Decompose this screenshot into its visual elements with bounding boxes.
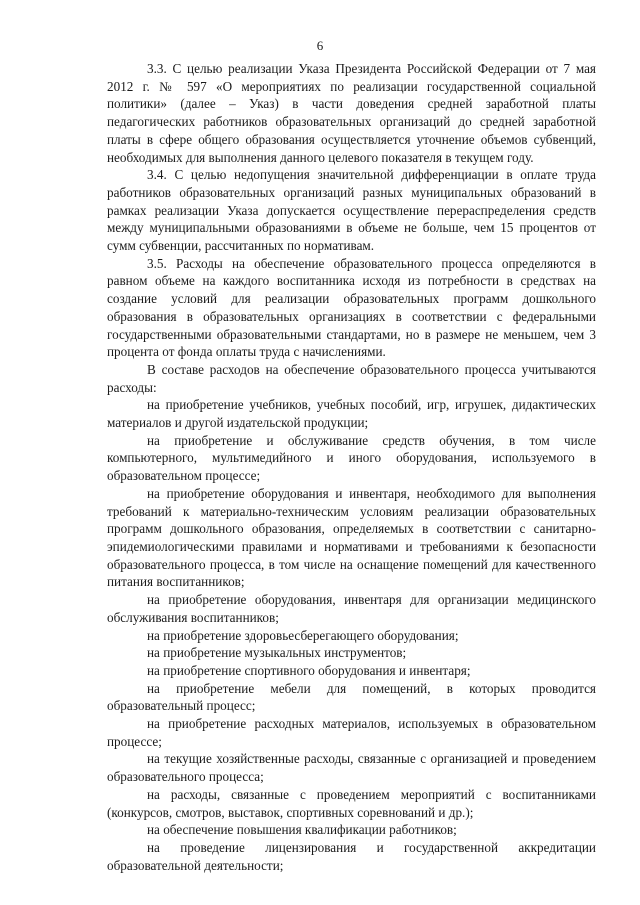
expense-item: на приобретение здоровьесберегающего оборудования; [147, 627, 459, 643]
expense-item: на приобретение учебников, учебных пособий, игр, игрушек, дидактических материалов и другой издательской продукции; [107, 397, 596, 431]
page-number: 6 [316, 38, 324, 53]
expense-item: на приобретение оборудования и инвентаря, необходимого для выполнения требований к материально-техническим условиям реализации образовательных программ дошкольного образования, определяемых в соответствии с санитарно-эпидемиологическими правилами и нормативами и требованиями к безопасности образовательного процесса, в том числе на оснащение помещений для качественного питания воспитанников; [107, 485, 596, 590]
expense-item: на проведение лицензирования и государственной аккредитации образовательной деятельности; [107, 839, 596, 873]
paragraph-3-3: 3.3. С целью реализации Указа Президента Российской Федерации от 7 мая 2012 г. № 597 «О мероприятиях по реализации государственной социальной политики» (далее – Указ) в части доведения средней заработной платы педагогических работников образовательных организаций до средней заработной платы в сфере общего образования осуществляется уточнение объемов субвенций, необходимых для выполнения данного целевого показателя в текущем году. [107, 61, 596, 165]
expense-item: на текущие хозяйственные расходы, связанные с организацией и проведением образовательного процесса; [107, 751, 596, 785]
expense-item: на приобретение и обслуживание средств обучения, в том числе компьютерного, мультимедийного и иного оборудования, используемого в образовательном процессе; [107, 432, 596, 484]
expense-item: на приобретение мебели для помещений, в которых проводится образовательный процесс; [107, 680, 596, 714]
expense-item: на приобретение спортивного оборудования и инвентаря; [147, 662, 471, 678]
expense-item: на приобретение оборудования, инвентаря для организации медицинского обслуживания воспитанников; [107, 592, 596, 625]
paragraph-expenses-intro: В составе расходов на обеспечение образовательного процесса учитываются расходы: [107, 361, 596, 395]
paragraph-3-4: 3.4. С целью недопущения значительной дифференциации в оплате труда работников образовательных организаций разных муниципальных образований в рамках реализации Указа допускается осуществление перераспределения средств между муниципальными образованиями в объеме не больше, чем 15 процентов от сумм субвенции, рассчитанных по нормативам. [107, 167, 596, 254]
document-body [107, 60, 596, 874]
expense-item: на расходы, связанные с проведением мероприятий с воспитанниками (конкурсов, смотров, выставок, спортивных соревнований и др.); [107, 786, 596, 820]
expense-item: на приобретение музыкальных инструментов; [147, 645, 407, 661]
paragraph-3-5: 3.5. Расходы на обеспечение образовательного процесса определяются в равном объеме на каждого воспитанника исходя из потребности в средствах на создание условий для реализации образовательных программ дошкольного образования в образовательных организациях в соответствии с федеральными государственными образовательными стандартами, но в размере не меньшем, чем 3 процента от фонда оплаты труда с начислениями. [107, 255, 596, 360]
expense-item: на приобретение расходных материалов, используемых в образовательном процессе; [107, 716, 596, 749]
expense-item: на обеспечение повышения квалификации работников; [147, 822, 457, 838]
